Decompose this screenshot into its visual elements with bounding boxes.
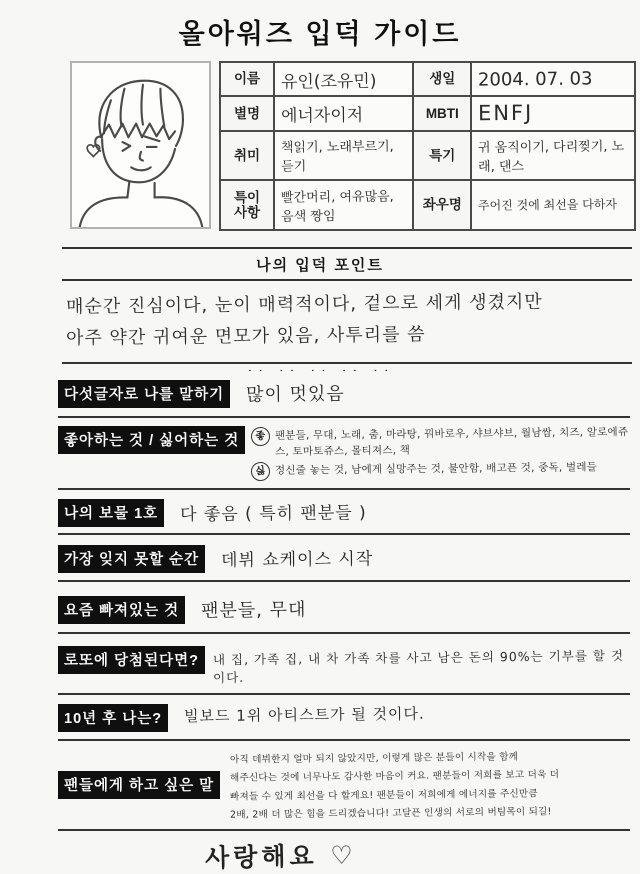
- intro-points-section: [0, 247, 640, 364]
- page-title: 올아워즈 입덕 가이드: [178, 19, 462, 49]
- table-row: [220, 131, 635, 181]
- field-label-name: 이름: [220, 62, 274, 96]
- profile-header-row: [70, 61, 636, 233]
- shoulder: [80, 197, 128, 226]
- message-to-fans-section: [0, 741, 640, 829]
- divider: [58, 829, 630, 831]
- field-label-notes: 특이 사항: [220, 180, 274, 230]
- prompt-label: 다섯글자로 나를 말하기: [58, 380, 230, 408]
- dislikes-list: 정신줄 놓는 것, 남에게 실망주는 것, 불안함, 배고픈 것, 중독, 벌레들: [275, 460, 598, 477]
- answer-text: 빌보드 1위 아티스트가 될 것이다.: [183, 704, 425, 725]
- treasure-section: [0, 490, 640, 533]
- closing-message: 사랑해요 ♡: [204, 840, 358, 873]
- portrait-box: [70, 61, 211, 229]
- field-label-motto: 좌우명: [413, 180, 471, 230]
- answer-text: 다 좋음 ( 특히 팬분들 ): [180, 502, 367, 525]
- memorable-moment-section: [0, 535, 640, 580]
- emphasis-dots: ˙˙ ˙˙ ˙˙ ˙˙ ˙˙: [248, 369, 395, 381]
- table-row: [220, 180, 635, 230]
- handwriting-line: 해주신다는 것에 너무나도 감사한 마음이 커요. 팬분들이 저희를 보고 더욱 더: [230, 769, 560, 784]
- field-value-motto: 주어진 것에 최선을 다하자: [478, 197, 618, 213]
- prompt-label: 10년 후 나는?: [58, 704, 168, 732]
- handwriting-line: 2배, 2배 더 많은 힘을 드리겠습니다! 고달픈 인생의 서로의 버팀목이 되길!: [230, 806, 552, 821]
- current-obsession-section: [0, 582, 640, 632]
- field-value-nickname: 에너자이저: [280, 105, 364, 127]
- field-label-mbti: MBTI: [413, 96, 471, 130]
- hair-strand: [141, 85, 142, 125]
- profile-table: [219, 61, 636, 231]
- table-row: [220, 96, 635, 130]
- shoulder: [155, 197, 203, 226]
- answer-text: 팬분들, 무대: [201, 598, 307, 622]
- dislikes-row: [251, 461, 632, 481]
- field-value-birthday: 2004. 07. 03: [478, 68, 593, 91]
- neck: [127, 182, 129, 198]
- heart-icon: [87, 145, 99, 157]
- answer-text: 내 집, 가족 집, 내 차 가족 차를 사고 남은 돈의 90%는 기부를 할 것이다.: [212, 647, 625, 685]
- likes-list: 팬분들, 무대, 노래, 춤, 마라탕, 꿔바로우, 샤브샤브, 월남쌈, 치즈, 알로에쥬스, 토마토쥬스, 몰티져스, 책: [275, 426, 629, 459]
- ten-years-section: [0, 695, 640, 739]
- section-header: 나의 입덕 포인트: [256, 257, 384, 274]
- table-row: [220, 62, 635, 96]
- field-value-specialty: 귀 움직이기, 다리찢기, 노래, 댄스: [478, 139, 625, 175]
- likes-row: [251, 426, 632, 459]
- prompt-label: 로또에 당첨된다면?: [58, 646, 205, 674]
- wink-eye: [123, 142, 131, 151]
- answer-text: 데뷔 쇼케이스 시작: [221, 548, 374, 571]
- field-label-specialty: 특기: [413, 131, 471, 181]
- answer-text: 많이 멋있음: [246, 383, 345, 406]
- prompt-label: 팬들에게 하고 싶은 말: [58, 771, 220, 799]
- field-value-name: 유인(조유민): [280, 71, 377, 93]
- prompt-label: 가장 잊지 못할 순간: [58, 545, 205, 573]
- handwriting-line: 아주 약간 귀여운 면모가 있음, 사투리를 씀: [65, 323, 426, 349]
- dislike-badge: 싫: [250, 460, 271, 481]
- field-label-nickname: 별명: [220, 96, 274, 130]
- field-label-birthday: 생일: [413, 62, 471, 96]
- handwriting-line: 아직 데뷔한지 얼마 되지 않았지만, 이렇게 많은 분들이 시작을 함께: [230, 751, 519, 766]
- hair-strand: [160, 89, 164, 127]
- handwriting-line: 매순간 진심이다, 눈이 매력적이다, 겉으로 세게 생겼지만: [65, 291, 543, 318]
- portrait-sketch: [72, 63, 209, 227]
- field-value-notes: 빨간머리, 여유많음, 음색 짱임: [280, 189, 394, 225]
- lotto-section: [0, 634, 640, 693]
- like-badge: 좋: [250, 426, 271, 447]
- prompt-label: 나의 보물 1호: [58, 499, 164, 527]
- hair-strand: [121, 89, 125, 127]
- nose: [140, 152, 143, 161]
- field-value-hobby: 책읽기, 노래부르기, 듣기: [280, 139, 394, 175]
- handwriting-line: 빠져들 수 있게 최선을 다 할게요! 팬분들이 저희에게 에너지를 주신만큼: [230, 787, 539, 803]
- likes-dislikes-section: [0, 418, 640, 488]
- prompt-label: 요즘 빠져있는 것: [58, 596, 185, 624]
- prompt-label: 좋아하는 것 / 싫어하는 것: [58, 426, 245, 454]
- field-label-hobby: 취미: [220, 131, 274, 181]
- face-outline: [102, 139, 175, 182]
- five-words-section: [0, 364, 640, 416]
- fan-message: [230, 748, 632, 822]
- field-value-mbti: ENFJ: [478, 101, 534, 126]
- mouth: [131, 167, 150, 170]
